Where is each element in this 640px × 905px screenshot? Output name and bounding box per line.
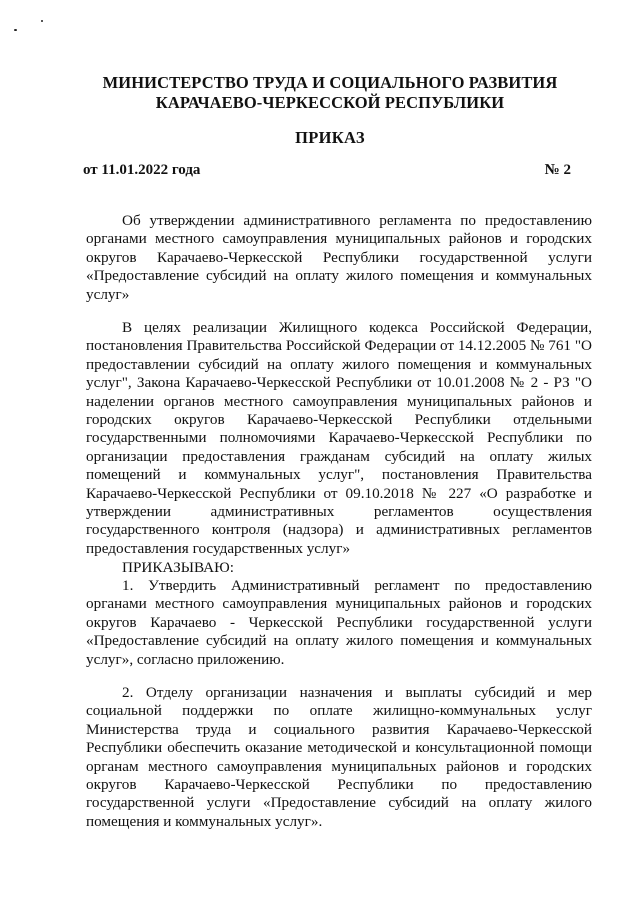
- order-item-1: 1. Утвердить Административный регламент по предоставлению органами местного самоуправления муниципальных районов и городских округов Карачаево - Черкесской Республики государственной услуги «Предоставление субсидий на оплату жилого помещения и коммунальных услуг», согласно приложению.: [86, 577, 592, 668]
- order-directive: ПРИКАЗЫВАЮ:: [122, 559, 234, 576]
- subject-paragraph: Об утверждении административного регламента по предоставлению органами местного самоуправления муниципальных районов и городских округов Карачаево-Черкесской Республики государственной услуги «Предоставление субсидий на оплату жилого помещения и коммунальных услуг»: [86, 212, 592, 303]
- order-date: от 11.01.2022 года: [83, 162, 201, 178]
- scan-specks: [10, 20, 50, 40]
- document-type-heading: ПРИКАЗ: [295, 128, 365, 147]
- ministry-title-line1: МИНИСТЕРСТВО ТРУДА И СОЦИАЛЬНОГО РАЗВИТИЯ: [102, 73, 558, 92]
- order-number: № 2: [544, 162, 571, 178]
- preamble-paragraph: В целях реализации Жилищного кодекса Российской Федерации, постановления Правительства Российской Федерации от 14.12.2005 № 761 "О предоставлении субсидий на оплату жилого помещения и коммунальных услуг", Закона Карачаево-Черкесской Республики от 10.01.2008 № 2 - РЗ "О наделении органов местного самоуправления муниципальных районов и городских округов Карачаево-Черкесской Республики отдельными государственными полномочиями Карачаево-Черкесской Республики по организации предоставления гражданам субсидий на оплату жилых помещений и коммунальных услуг", постановления Правительства Карачаево-Черкесской Республики от 09.10.2018 № 227 «О разработке и утверждении административных регламентов осуществления государственного контроля (надзора) и административных регламентов предоставления государственных услуг»: [86, 319, 592, 557]
- ministry-title-line2: КАРАЧАЕВО-ЧЕРКЕССКОЙ РЕСПУБЛИКИ: [155, 93, 505, 112]
- date-number-row: [83, 162, 571, 182]
- order-item-2: 2. Отделу организации назначения и выплаты субсидий и мер социальной поддержки по оплате жилищно-коммунальных услуг Министерства труда и социального развития Карачаево-Черкесской Республики обеспечить оказание методической и консультационной помощи органам местного самоуправления муниципальных районов и городских округов Карачаево-Черкесской Республики по предоставлению государственной услуги «Предоставление субсидий на оплату жилого помещения и коммунальных услуг».: [86, 684, 592, 830]
